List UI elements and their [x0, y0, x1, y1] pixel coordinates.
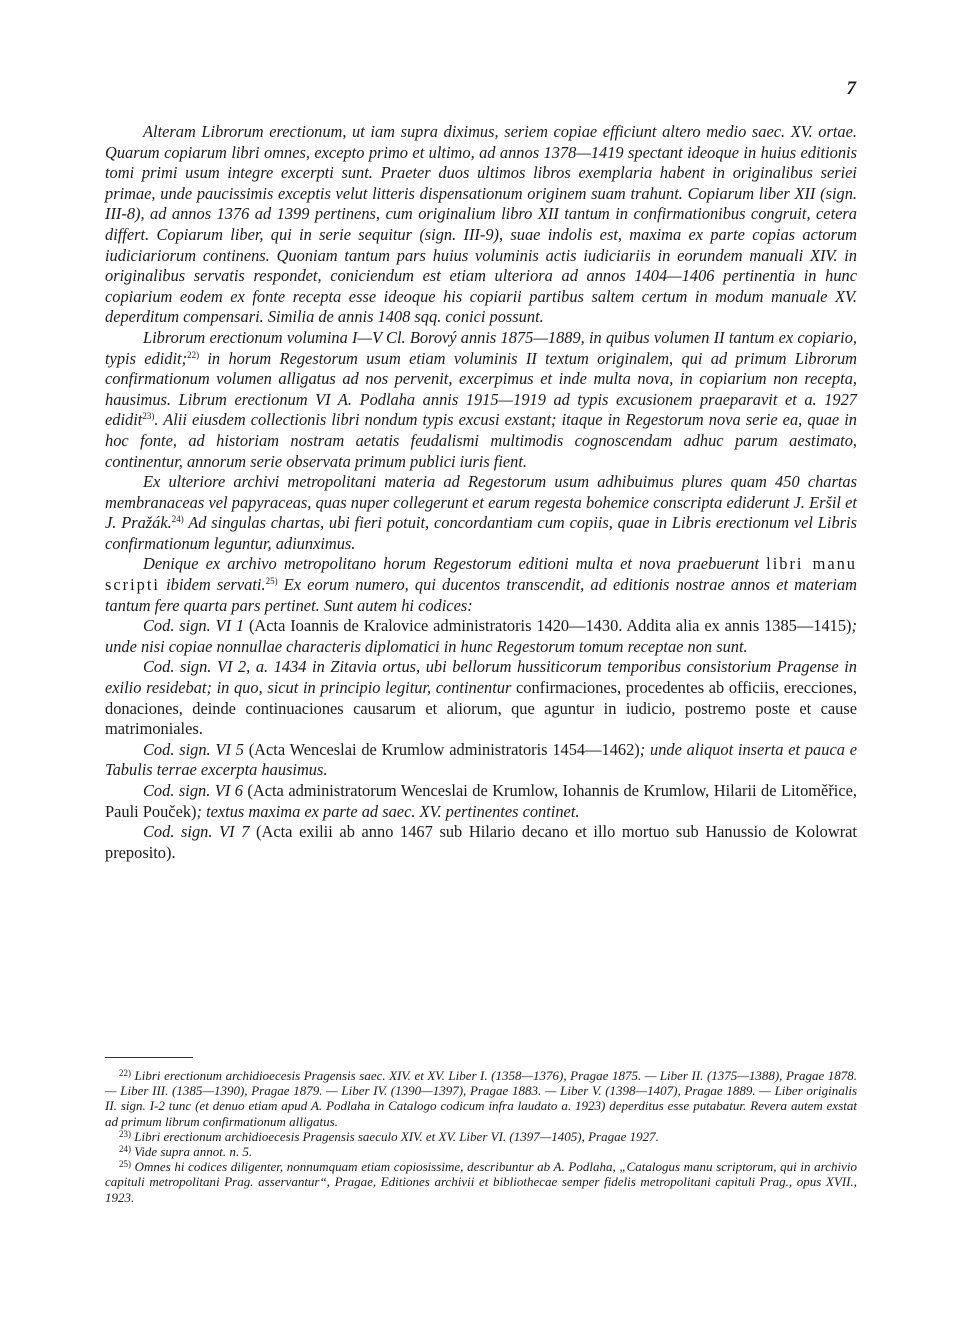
paragraph [105, 616, 857, 657]
footnote-reference: 25) [265, 576, 278, 587]
body-text [105, 122, 857, 863]
footnote-reference: 22) [187, 349, 200, 360]
paragraph [105, 822, 857, 863]
text-run: (Acta Ioannis de Kralovice administratoris 1420—1430. Addita alia ex annis 1385—1415) [244, 616, 852, 636]
footnote-number: 22) [119, 1068, 131, 1078]
footnote [105, 1144, 857, 1159]
text-run: Ex eorum numero, qui ducentos transcendit, ad editionis nostrae annos et materiam tantum fere quarta pars pertinet. Sunt autem hi codices: [105, 575, 858, 615]
page-number: 7 [846, 78, 856, 99]
footnotes [105, 1068, 857, 1205]
footnote-text: Libri erectionum archidioecesis Pragensis saec. XIV. et XV. Liber I. (1358—1376), Pragae 1875. — Liber II. (1375—1388), Pragae 1878. — Liber III. (1385—1390), Pragae 1879. — Liber IV. (1390—1397), Pragae 1883. — Liber V. (1398—1407), Pragae 1889. — Liber originalis II. sign. I-2 tunc (et denuo etiam apud A. Podlaha in Catalogo codicum infra laudato a. 1923) deperditus esse putabatur. Revera autem exstat ad primum librum confirmationum alligatus. [105, 1068, 857, 1129]
footnote [105, 1159, 857, 1205]
footnote [105, 1129, 857, 1144]
text-run: Cod. sign. VI 6 [143, 781, 243, 800]
text-run: Alteram Librorum erectionum, ut iam supra diximus, seriem copiae efficiunt altero medio saec. XV. ortae. Quarum copiarum libri omnes, excepto primo et ultimo, ad annos 1378—1419 spectant ideoque in huius editionis tomi primi usum integre excerpti sunt. Praeter duos ultimos libros exemplaria habent in originalibus seriei primae, unde paucissimis exceptis velut litteris dispensationum originem suam trahunt. Copiarum liber XII (sign. III-8), ad annos 1376 ad 1399 pertinens, cum originalium libro XII tantum in confirmationibus congruit, cetera differt. Copiarum liber, qui in serie sequitur (sign. III-9), suae indolis est, maxima ex parte copias actorum iudiciariorum continens. Quoniam tantum pars huius voluminis actis iudiciariis in eorundem manuali XIV. in originalibus servatis respondet, coniciendum est etiam ulteriora ad annos 1404—1406 pertinentia in hunc copiarium eodem ex fonte recepta esse ideoque his copiarii partibus saltem certum in modum manuale XV. deperditum compensari. Similia de annis 1408 sqq. conici possunt. [105, 122, 857, 327]
footnote-divider [105, 1057, 193, 1058]
text-run: ; unde aliquot inserta et pauca e Tabulis terrae excerpta hausimus. [105, 739, 857, 780]
text-run: Cod. sign. VI 7 [143, 822, 250, 842]
text-run: Denique ex archivo metropolitano horum Regestorum editioni multa et nova praebuerunt [143, 554, 767, 574]
text-run: Cod. sign. VI 1 [143, 616, 245, 636]
text-run: (Acta Wenceslai de Krumlow administratoris 1454—1462) [243, 739, 640, 759]
paragraph [105, 657, 857, 739]
text-run: (Acta administratorum Wenceslai de Krumlow, Iohannis de Krumlow, Hilarii de Litoměřice, Pauli Pouček) [105, 781, 857, 821]
footnote-text: Libri erectionum archidioecesis Pragensis saeculo XIV. et XV. Liber VI. (1397—1405), Pragae 1927. [134, 1128, 659, 1144]
footnote [105, 1068, 857, 1129]
text-run: Ad singulas chartas, ubi fieri potuit, concordantiam cum copiis, quae in Libris erectionum vel Libris confirmationum leguntur, adiunximus. [105, 513, 857, 553]
footnote-reference: 23) [142, 411, 155, 422]
footnote-number: 23) [119, 1128, 131, 1139]
footnote-text: Vide supra annot. n. 5. [134, 1144, 253, 1160]
text-run: Cod. sign. VI 2, a. 1434 in Zitavia ortus, ubi bellorum hussiticorum temporibus consistorium Pragense in exilio residebat; in quo, sicut in principio legitur, continentur [105, 657, 857, 698]
paragraph [105, 781, 857, 822]
text-run: ; textus maxima ex parte ad saec. XV. pertinentes continet. [196, 801, 580, 821]
paragraph [105, 472, 857, 554]
text-run: (Acta exilii ab anno 1467 sub Hilario decano et illo mortuo sub Hanussio de Kolowrat preposito). [105, 822, 857, 862]
text-run: Cod. sign. VI 5 [143, 739, 244, 759]
text-run: confirmaciones, procedentes ab officiis, erecciones, donaciones, deinde continuaciones causarum et aliorum, que aguntur in iudicio, postremo poste et cause matrimoniales. [105, 678, 858, 739]
footnote-reference: 24) [171, 514, 184, 525]
paragraph [105, 740, 857, 781]
text-run: . Alii eiusdem collectionis libri nondum typis excusi exstant; itaque in Regestorum nova serie ea, quae in hoc fonte, ad historiam nostram aetatis feudalismi multimodis cognoscendam adhuc parum aestimato, continentur, annorum serie observata primum publici iuris fient. [105, 410, 857, 471]
footnote-number: 24) [119, 1144, 131, 1155]
text-run: libri manu scripti [105, 554, 857, 595]
paragraph [105, 328, 857, 472]
text-run: in horum Regestorum usum etiam voluminis II textum originalem, qui ad primum Librorum confirmationum volumen alligatus ad nos pervenit, excerpimus et inde multa nova, in copiarium non recepta, hausimus. Librum erectionum VI A. Podlaha annis 1915—1919 ad typis excusionem praeparavit et a. 1927 edidit [105, 348, 857, 430]
footnote-number: 25) [119, 1159, 131, 1170]
text-run: Ex ulteriore archivi metropolitani materia ad Regestorum usum adhibuimus plures quam 450 chartas membranaceas vel papyraceas, quas nuper collegerunt et earum regesta bohemice conscripta ediderunt J. Eršil et J. Pražák. [105, 472, 857, 533]
text-run: ibidem servati. [159, 575, 266, 595]
text-run: Librorum erectionum volumina I—V Cl. Borový annis 1875—1889, in quibus volumen II tantum ex copiario, typis edidit; [105, 327, 857, 368]
paragraph [105, 122, 857, 328]
text-run: ; unde nisi copiae nonnullae characteris diplomatici in hunc Regestorum tomum receptae non sunt. [105, 616, 857, 656]
footnote-text: Omnes hi codices diligenter, nonnumquam etiam copiosissime, describuntur ab A. Podlaha, „Catalogus manu scriptorum, qui in archivio capituli metropolitani Prag. asservantur“, Pragae, Editiones archivii et bibliothecae semper fidelis metropolitani capituli Prag., opus XVII., 1923. [105, 1159, 857, 1205]
paragraph [105, 554, 857, 616]
